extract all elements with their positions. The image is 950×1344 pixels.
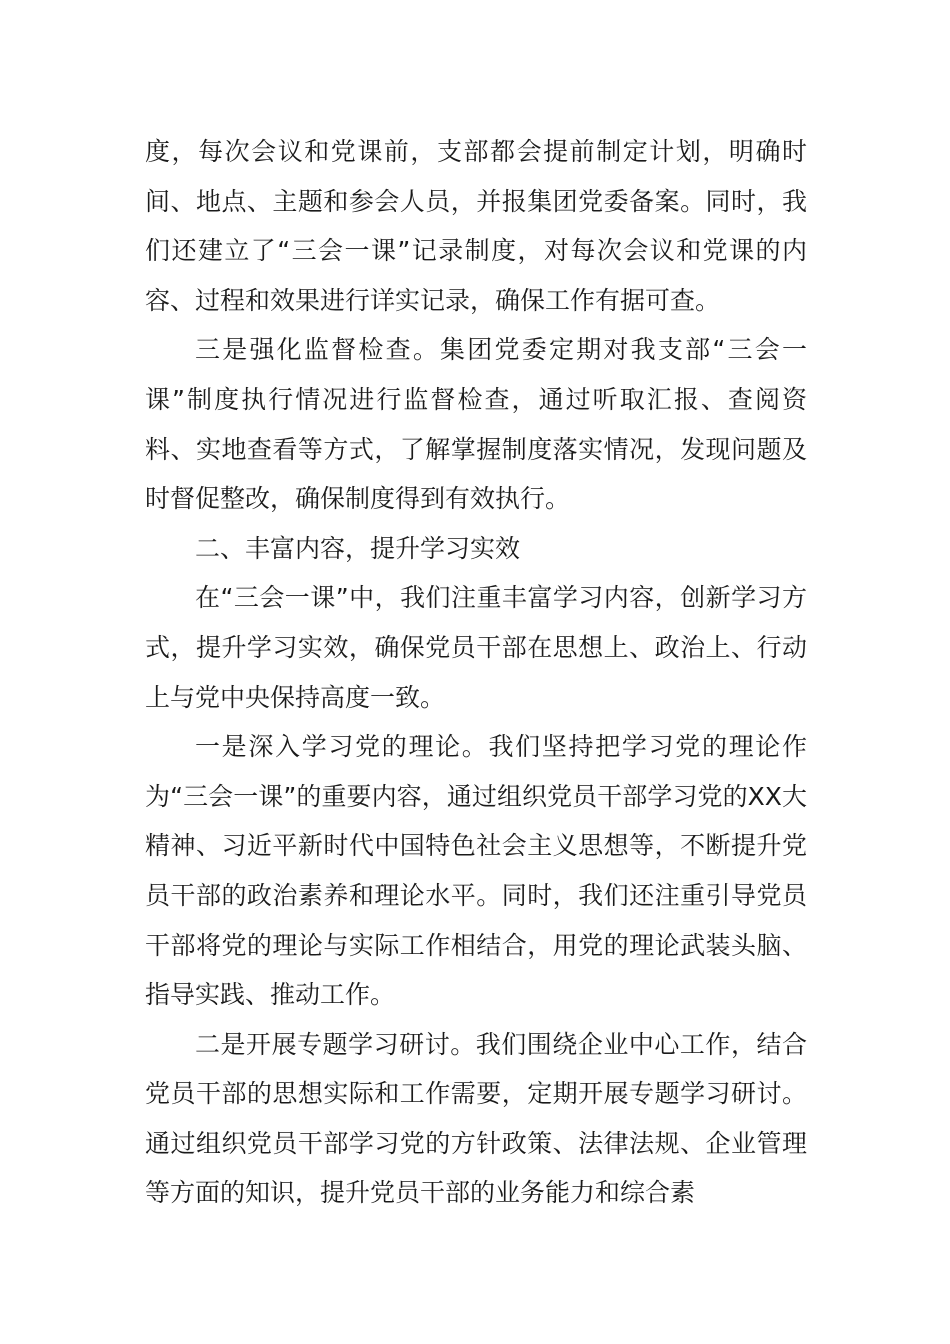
paragraph-1: 度，每次会议和党课前，支部都会提前制定计划，明确时间、地点、主题和参会人员，并报集团党委备案。同时，我们还建立了“三会一课”记录制度，对每次会议和党课的内容、过程和效果进行详实记录，确保工作有据可查。 (145, 137, 807, 315)
document-body (145, 127, 807, 1218)
section-heading: 二、丰富内容，提升学习实效 (195, 533, 521, 563)
paragraph-3: 在“三会一课”中，我们注重丰富学习内容，创新学习方式，提升学习实效，确保党员干部在思想上、政治上、行动上与党中央保持高度一致。 (145, 583, 807, 712)
paragraph-5: 二是开展专题学习研讨。我们围绕企业中心工作，结合党员干部的思想实际和工作需要，定期开展专题学习研讨。通过组织党员干部学习党的方针政策、法律法规、企业管理等方面的知识，提升党员干部的业务能力和综合素 (145, 1029, 807, 1208)
paragraph-2: 三是强化监督检查。集团党委定期对我支部“三会一课”制度执行情况进行监督检查，通过听取汇报、查阅资料、实地查看等方式，了解掌握制度落实情况，发现问题及时督促整改，确保制度得到有效执行。 (145, 335, 807, 514)
paragraph-4: 一是深入学习党的理论。我们坚持把学习党的理论作为“三会一课”的重要内容，通过组织党员干部学习党的XX大精神、习近平新时代中国特色社会主义思想等，不断提升党员干部的政治素养和理论水平。同时，我们还注重引导党员干部将党的理论与实际工作相结合，用党的理论武装头脑、指导实践、推动工作。 (145, 732, 807, 1010)
